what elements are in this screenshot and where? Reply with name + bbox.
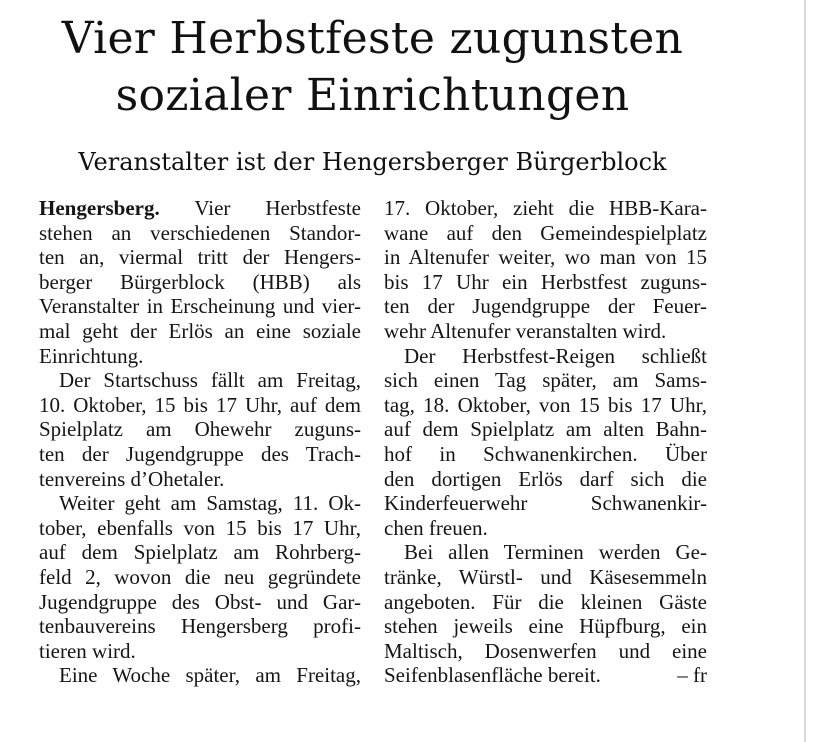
text-line: wane auf den Gemeindespielplatz [384, 220, 707, 245]
text-line [39, 196, 361, 221]
text-line: ten der Jugendgruppe der Feuer- [384, 294, 707, 319]
text-line: Bei allen Terminen werden Ge- [404, 540, 707, 565]
text-line: Veranstalter in Erscheinung und vier- [39, 294, 361, 319]
text-line-content: Vier Herbstfeste [159, 196, 361, 220]
text-line: Weiter geht am Samstag, 11. Ok- [59, 491, 361, 516]
text-line: stehen an verschiedenen Standor- [39, 220, 361, 245]
text-line: tenvereins d’Ohetaler. [39, 466, 225, 491]
text-line: bis 17 Uhr ein Herbstfest zuguns- [384, 269, 707, 294]
text-line: wehr Altenufer veranstalten wird. [384, 318, 667, 343]
page-edge-divider [804, 0, 806, 742]
text-line-content: Seifenblasenfläche bereit. [384, 663, 601, 688]
text-line: Der Startschuss fällt am Freitag, [59, 368, 361, 393]
headline [0, 10, 745, 124]
text-line: sich einen Tag später, am Sams- [384, 368, 707, 393]
text-line: ten der Jugendgruppe des Trach- [39, 441, 361, 466]
text-line: auf dem Spielplatz am Rohrberg- [39, 540, 361, 565]
text-line: Der Herbstfest-Reigen schließt [404, 343, 707, 368]
text-line: den dortigen Erlös darf sich die [384, 466, 707, 491]
left-column [39, 196, 361, 688]
text-line: feld 2, wovon die neu gegründete [39, 564, 361, 589]
headline-line-1: Vier Herbstfeste zugunsten [61, 13, 684, 64]
text-line: mal geht der Erlös an eine soziale [39, 318, 361, 343]
text-line: tränke, Würstl- und Käsesemmeln [384, 564, 707, 589]
text-line: 17. Oktober, zieht die HBB-Kara- [384, 196, 707, 220]
text-line: tag, 18. Oktober, von 15 bis 17 Uhr, [384, 392, 707, 417]
text-line: Kinderfeuerwehr Schwanenkir- [384, 491, 707, 516]
text-line: Maltisch, Dosenwerfen und eine [384, 638, 707, 663]
text-line: hof in Schwanenkirchen. Über [384, 441, 707, 466]
headline-line-2: sozialer Einrichtungen [115, 70, 630, 121]
text-line: angeboten. Für die kleinen Gäste [384, 589, 707, 614]
dateline: Hengersberg. [39, 196, 160, 220]
text-line: auf dem Spielplatz am alten Bahn- [384, 417, 707, 442]
text-line: Eine Woche später, am Freitag, [59, 663, 361, 688]
text-line: tenbauvereins Hengersberg profi- [39, 614, 361, 639]
right-column [384, 196, 707, 688]
text-line: Einrichtung. [39, 343, 144, 368]
text-line: chen freuen. [384, 515, 488, 540]
text-line: ten an, viermal tritt der Hengers- [39, 245, 361, 270]
text-line: tober, ebenfalls von 15 bis 17 Uhr, [39, 515, 361, 540]
text-line: Jugendgruppe des Obst- und Gar- [39, 589, 361, 614]
author-signature: – fr [677, 663, 707, 688]
text-line: tieren wird. [39, 638, 136, 663]
text-line: in Altenufer weiter, wo man von 15 [384, 245, 707, 270]
text-line: Spielplatz am Ohewehr zuguns- [39, 417, 361, 442]
subheadline: Veranstalter ist der Hengersberger Bürgerblock [78, 148, 667, 176]
text-line [384, 663, 707, 688]
text-line: berger Bürgerblock (HBB) als [39, 269, 361, 294]
text-line: stehen jeweils eine Hüpfburg, ein [384, 614, 707, 639]
text-line: 10. Oktober, 15 bis 17 Uhr, auf dem [39, 392, 361, 417]
